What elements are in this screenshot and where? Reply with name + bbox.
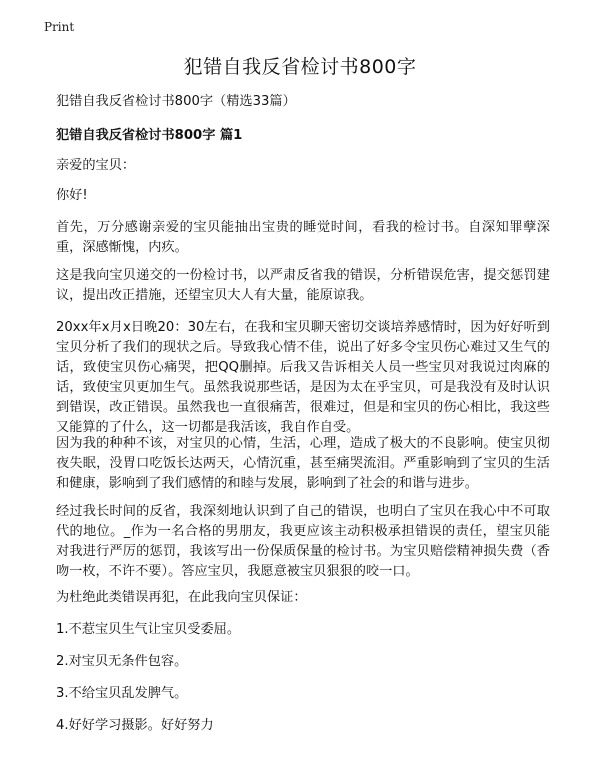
greeting: 你好! <box>56 188 88 203</box>
paragraph-1: 首先，万分感谢亲爱的宝贝能抽出宝贵的睡觉时间，看我的检讨书。自深知罪孽深重，深感惭愧，内疚。 <box>56 220 550 255</box>
promise-item-4: 4.好好学习摄影。好好努力 <box>56 718 214 733</box>
promise-item-3: 3.不给宝贝乱发脾气。 <box>56 686 188 701</box>
paragraph-6: 为杜绝此类错误再犯，在此我向宝贝保证： <box>56 590 307 605</box>
promise-item-1: 1.不惹宝贝生气让宝贝受委屈。 <box>56 622 241 637</box>
intro-line: 犯错自我反省检讨书800字（精选33篇） <box>56 94 296 109</box>
promise-item-2: 2.对宝贝无条件包容。 <box>56 654 188 669</box>
paragraph-2: 这是我向宝贝递交的一份检讨书，以严肃反省我的错误，分析错误危害，提交惩罚建议，提出改正措施，还望宝贝大人有大量，能原谅我。 <box>56 268 550 303</box>
print-label: Print <box>44 20 75 34</box>
paragraph-5: 经过我长时间的反省，我深刻地认识到了自己的错误，也明白了宝贝在我心中不可取代的地位。_作为一名合格的男朋友，我更应该主动积极承担错误的责任，望宝贝能对我进行严厉的惩罚，我该写出一份保质保量的检讨书。为宝贝赔偿精神损失费（香吻一枚，不许不要）。答应宝贝，我愿意被宝贝狠狠的咬一口。 <box>56 504 550 579</box>
paragraph-3: 20xx年x月x日晚20：30左右，在我和宝贝聊天密切交谈培养感情时，因为好好听到宝贝分析了我们的现状之后。导致我心情不佳，说出了好多令宝贝伤心难过又生气的话，致使宝贝伤心痛哭，把QQ删掉。后我又告诉相关人员一些宝贝对我说过肉麻的话，致使宝贝更加生气。虽然我说那些话，是因为太在乎宝贝，可是我没有及时认识到错误，改正错误。虽然我也一直很痛苦，很难过，但是和宝贝的伤心相比，我这些又能算的了什么，这一切都是我活该，我自作自受。 <box>56 320 550 435</box>
salutation: 亲爱的宝贝： <box>56 158 136 173</box>
document-title: 犯错自我反省检讨书800字 <box>183 56 417 78</box>
paragraph-4: 因为我的种种不该，对宝贝的心情，生活，心理，造成了极大的不良影响。使宝贝彻夜失眠，没胃口吃饭长达两天，心情沉重，甚至痛哭流泪。严重影响到了宝贝的生活和健康，影响到了我们感情的和睦与发展，影响到了社会的和谐与进步。 <box>56 436 550 491</box>
section-title: 犯错自我反省检讨书800字 篇1 <box>56 128 243 143</box>
